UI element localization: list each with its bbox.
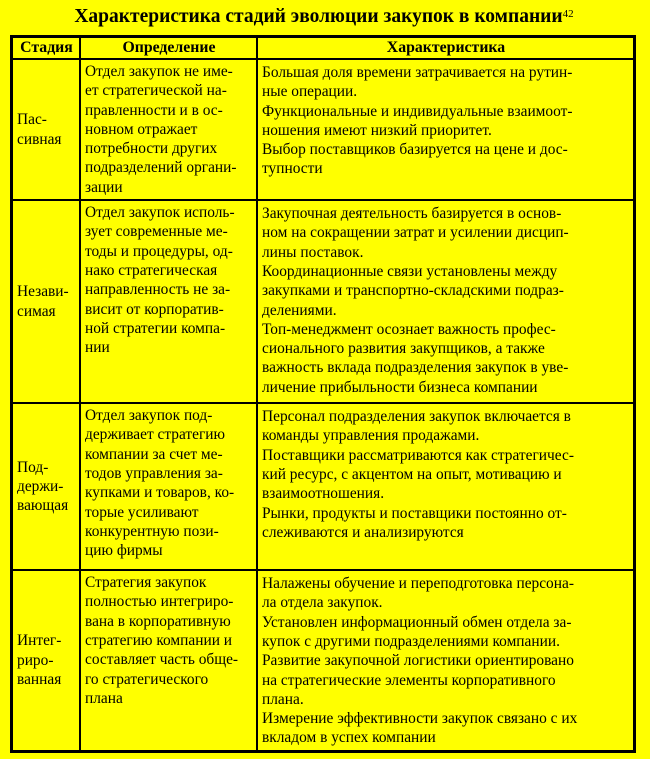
definition-line: держивает стратегию bbox=[85, 426, 226, 444]
characteristic-line: ла отдела закупок. bbox=[262, 594, 383, 612]
characteristic-cell bbox=[257, 570, 634, 751]
stage-line: ванная bbox=[17, 671, 62, 689]
definition-line: тодов управления за- bbox=[85, 464, 223, 482]
characteristic-line: вкладом в успех компании bbox=[262, 729, 436, 747]
characteristic-line: Персонал подразделения закупок включается в bbox=[262, 408, 571, 426]
characteristic-line: делениями. bbox=[262, 301, 337, 319]
characteristic-line: тупности bbox=[262, 160, 323, 178]
definition-line: потребности других bbox=[85, 140, 218, 158]
header-definition: Определение bbox=[80, 37, 257, 59]
characteristic-line: Выбор поставщиков базируется на цене и дос- bbox=[262, 141, 568, 159]
characteristic-line: лины поставок. bbox=[262, 243, 364, 261]
definition-cell bbox=[80, 59, 257, 200]
header-stage: Стадия bbox=[12, 37, 80, 59]
stage-line: Пас- bbox=[17, 111, 47, 129]
characteristic-cell bbox=[257, 200, 634, 403]
definition-line: стратегию компании и bbox=[85, 631, 233, 649]
header-characteristic: Характеристика bbox=[257, 37, 634, 59]
definition-line: Отдел закупок исполь- bbox=[85, 204, 235, 222]
stage-cell bbox=[12, 403, 80, 570]
definition-line: цию фирмы bbox=[85, 542, 163, 560]
characteristic-line: взаимоотношения. bbox=[262, 485, 385, 503]
stage-line: держи- bbox=[17, 477, 64, 495]
characteristic-line: слеживаются и анализируются bbox=[262, 523, 464, 541]
characteristic-line: Установлен информационный обмен отдела за- bbox=[262, 613, 572, 631]
definition-line: го стратегического bbox=[85, 670, 209, 688]
definition-line: плана bbox=[85, 689, 123, 707]
table-row bbox=[12, 570, 634, 751]
definition-line: тоды и процедуры, од- bbox=[85, 242, 233, 260]
characteristic-line: Закупочная деятельность базируется в основ- bbox=[262, 205, 562, 223]
characteristic-line: Топ-менеджмент осознает важность профес- bbox=[262, 320, 556, 338]
definition-line: висит от корпоратив- bbox=[85, 300, 224, 318]
characteristic-line: ношения имеют низкий приоритет. bbox=[262, 121, 492, 139]
characteristic-line: плана. bbox=[262, 690, 304, 708]
definition-line: правленности и в ос- bbox=[85, 101, 223, 119]
definition-line: Отдел закупок не име- bbox=[85, 63, 233, 80]
definition-line: полностью интегриро- bbox=[85, 593, 234, 611]
characteristic-line: Функциональные и индивидуальные взаимоот- bbox=[262, 102, 573, 120]
characteristic-line: личение прибыльности бизнеса компании bbox=[262, 378, 538, 396]
definition-line: конкурентную пози- bbox=[85, 522, 219, 540]
characteristic-line: Поставщики рассматриваются как стратегичес- bbox=[262, 446, 574, 464]
definition-line: подразделений органи- bbox=[85, 159, 237, 177]
definition-line: нии bbox=[85, 339, 110, 357]
definition-cell bbox=[80, 200, 257, 403]
table-title bbox=[10, 6, 638, 28]
definition-line: направленность не за- bbox=[85, 281, 231, 299]
stage-line: риро- bbox=[17, 651, 54, 669]
characteristic-line: команды управления продажами. bbox=[262, 427, 480, 445]
table-row bbox=[12, 59, 634, 200]
definition-line: купками и товаров, ко- bbox=[85, 484, 235, 502]
footnote-ref: 42 bbox=[562, 8, 574, 20]
characteristic-line: на стратегические элементы корпоративного bbox=[262, 671, 556, 689]
characteristic-line: кий ресурс, с акцентом на опыт, мотивацию и bbox=[262, 465, 562, 483]
characteristic-line: Измерение эффективности закупок связано с их bbox=[262, 710, 578, 728]
characteristic-cell bbox=[257, 403, 634, 570]
definition-line: ной стратегии компа- bbox=[85, 319, 226, 337]
title-text: Характеристика стадий эволюции закупок в компании bbox=[74, 6, 563, 27]
table-row bbox=[12, 200, 634, 403]
stage-cell bbox=[12, 59, 80, 200]
stage-cell bbox=[12, 200, 80, 403]
characteristic-line: ные операции. bbox=[262, 83, 358, 101]
definition-line: вана в корпоративную bbox=[85, 612, 231, 630]
definition-line: составляет часть обще- bbox=[85, 651, 239, 669]
characteristic-line: ном на сокращении затрат и усилении дисцип- bbox=[262, 224, 569, 242]
stage-line: вающая bbox=[17, 497, 69, 515]
stage-line: симая bbox=[17, 302, 56, 320]
definition-line: ет стратегической на- bbox=[85, 82, 227, 100]
definition-line: Стратегия закупок bbox=[85, 574, 207, 592]
characteristic-cell bbox=[257, 59, 634, 200]
definition-cell bbox=[80, 570, 257, 751]
header-row bbox=[12, 37, 634, 59]
stages-table bbox=[10, 35, 636, 753]
stage-line: Под- bbox=[17, 458, 49, 476]
stage-line: Интег- bbox=[17, 632, 62, 650]
stage-cell bbox=[12, 570, 80, 751]
characteristic-line: Координационные связи установлены между bbox=[262, 262, 558, 280]
definition-cell bbox=[80, 403, 257, 570]
characteristic-line: Большая доля времени затрачивается на рутин- bbox=[262, 64, 573, 81]
characteristic-line: Налажены обучение и переподготовка персона- bbox=[262, 575, 574, 593]
definition-line: зации bbox=[85, 178, 123, 196]
characteristic-line: Развитие закупочной логистики ориентировано bbox=[262, 652, 574, 670]
definition-line: торые усиливают bbox=[85, 503, 199, 521]
characteristic-line: важность вклада подразделения закупок в уве- bbox=[262, 359, 569, 377]
definition-line: нако стратегическая bbox=[85, 261, 218, 279]
characteristic-line: сионального развития закупщиков, а также bbox=[262, 340, 545, 358]
definition-line: новном отражает bbox=[85, 120, 198, 138]
characteristic-line: купок с другими подразделениями компании. bbox=[262, 632, 560, 650]
definition-line: Отдел закупок под- bbox=[85, 407, 213, 425]
definition-line: компании за счет ме- bbox=[85, 445, 223, 463]
characteristic-line: Рынки, продукты и поставщики постоянно от- bbox=[262, 504, 567, 522]
definition-line: зует современные ме- bbox=[85, 223, 228, 241]
stage-line: Незави- bbox=[17, 283, 69, 301]
stage-line: сивная bbox=[17, 130, 62, 148]
characteristic-line: закупками и транспортно-складскими подраз- bbox=[262, 282, 564, 300]
table-row bbox=[12, 403, 634, 570]
